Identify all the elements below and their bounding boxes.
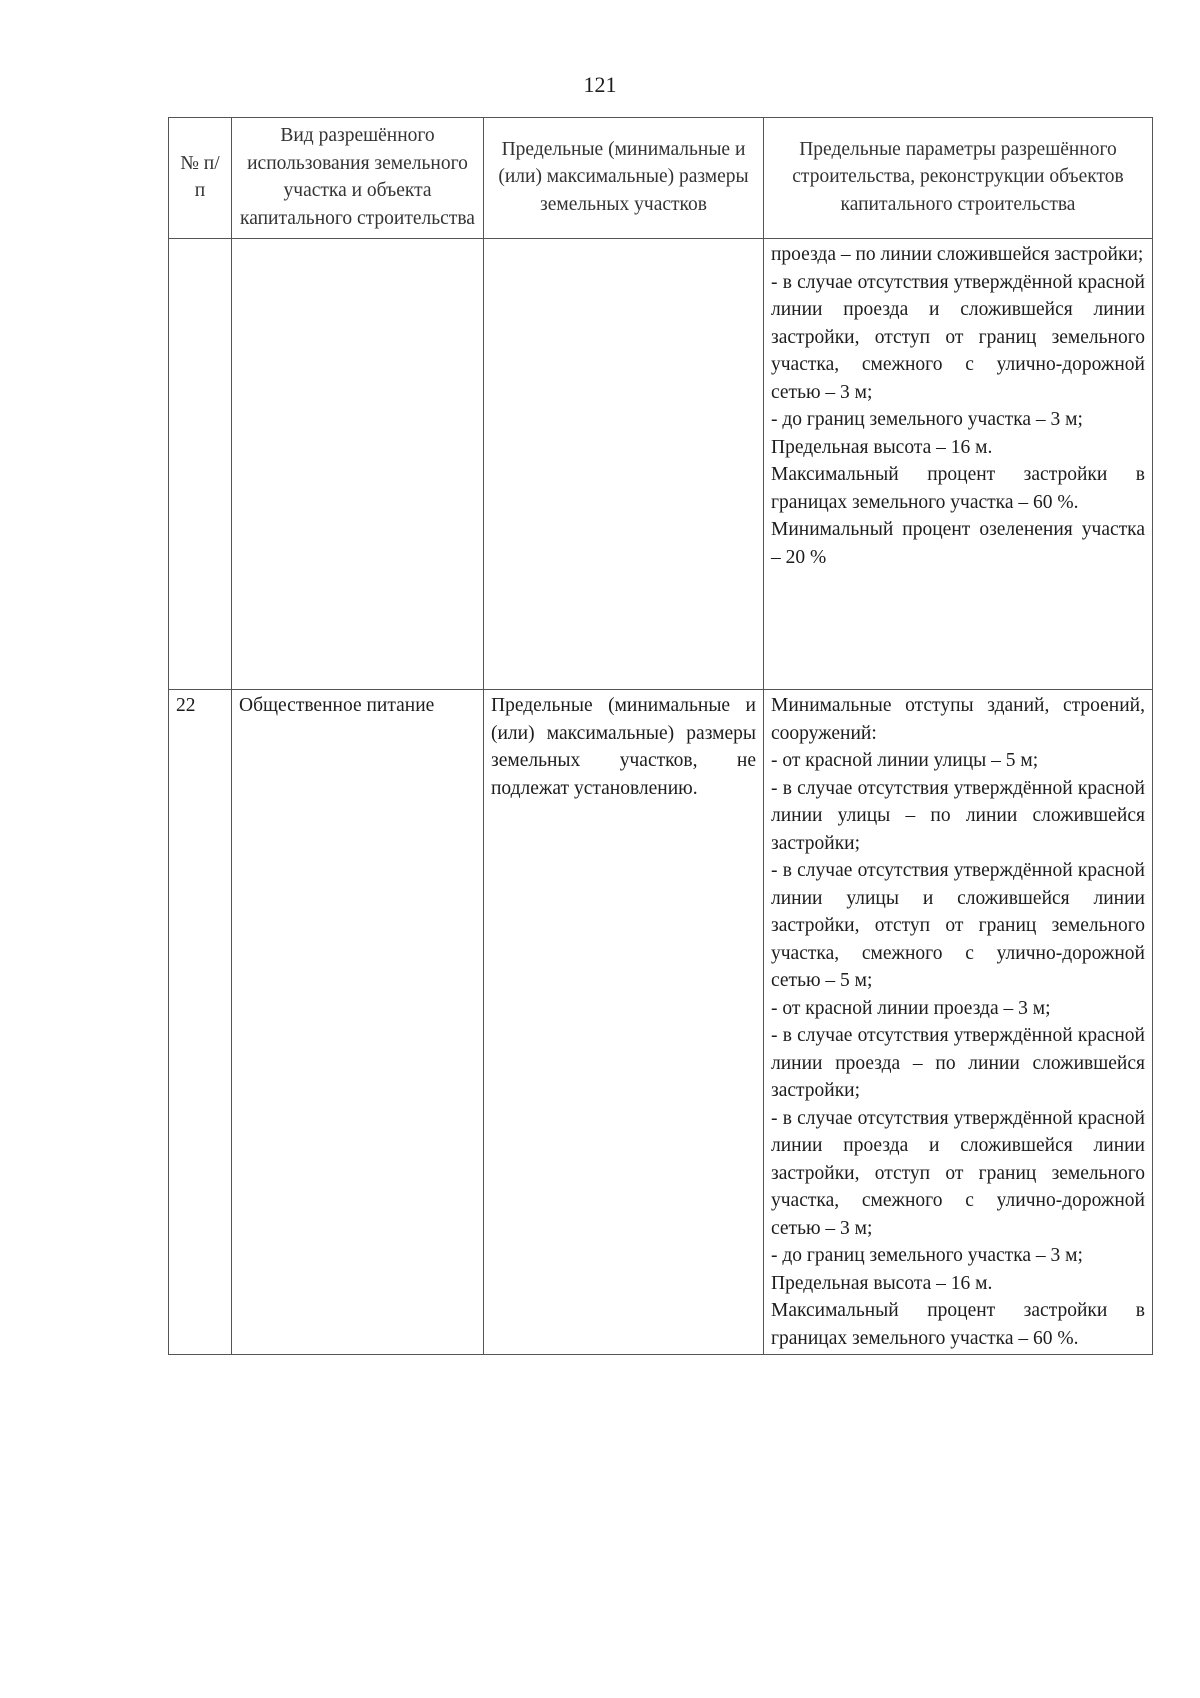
param-line: - до границ земельного участка – 3 м; — [771, 1245, 1083, 1266]
cell-number — [169, 239, 232, 690]
header-plot-sizes: Предельные (минимальные и (или) максимальные) размеры земельных участков — [484, 118, 764, 239]
param-line: Предельная высота – 16 м. — [771, 436, 993, 458]
param-line: - до границ земельного участка – 3 м; — [771, 409, 1083, 430]
param-line: Минимальный процент озеленения участка – 20 % — [771, 519, 1145, 568]
param-line: - в случае отсутствия утверждённой красной линии проезда и сложившейся линии застройки, отступ от границ земельного участка, смежного с улично-дорожной сетью – 3 м; — [771, 271, 1145, 403]
header-number: № п/п — [169, 118, 232, 239]
cell-number: 22 — [169, 690, 232, 1355]
param-line: Максимальный процент застройки в границах земельного участка – 60 %. — [771, 1300, 1145, 1349]
land-use-regulations-table — [168, 117, 1153, 1355]
param-line: - от красной линии проезда – 3 м; — [771, 997, 1051, 1019]
cell-construction-params — [764, 690, 1153, 1355]
page-number: 121 — [583, 72, 617, 97]
table-row-continued — [169, 239, 1153, 690]
param-line: - в случае отсутствия утверждённой красной линии улицы – по линии сложившейся застройки; — [771, 777, 1145, 854]
param-line: - от красной линии улицы – 5 м; — [771, 750, 1039, 771]
cell-use-type — [232, 239, 484, 690]
param-line: Максимальный процент застройки в границах земельного участка – 60 %. — [771, 464, 1145, 513]
table-header-row — [169, 118, 1153, 239]
cell-use-type: Общественное питание — [232, 690, 484, 1355]
param-line: Предельная высота – 16 м. — [771, 1272, 993, 1294]
header-use-type: Вид разрешённого использования земельного участка и объекта капитального строительства — [232, 118, 484, 239]
cell-plot-sizes: Предельные (минимальные и (или) максимальные) размеры земельных участков, не подлежат установлению. — [484, 690, 764, 1355]
param-line: - в случае отсутствия утверждённой красной линии проезда – по линии сложившейся застройки; — [771, 1025, 1145, 1101]
cell-construction-params — [764, 239, 1153, 690]
param-line: проезда – по линии сложившейся застройки; — [771, 244, 1144, 265]
table-row-22 — [169, 690, 1153, 1355]
param-line: - в случае отсутствия утверждённой красной линии улицы и сложившейся линии застройки, отступ от границ земельного участка, смежного с улично-дорожной сетью – 5 м; — [771, 860, 1145, 991]
cell-plot-sizes — [484, 239, 764, 690]
header-construction-params: Предельные параметры разрешённого строительства, реконструкции объектов капитального строительства — [764, 118, 1153, 239]
param-line: - в случае отсутствия утверждённой красной линии проезда и сложившейся линии застройки, отступ от границ земельного участка, смежного с улично-дорожной сетью – 3 м; — [771, 1107, 1145, 1239]
param-line: Минимальные отступы зданий, строений, сооружений: — [771, 695, 1145, 744]
